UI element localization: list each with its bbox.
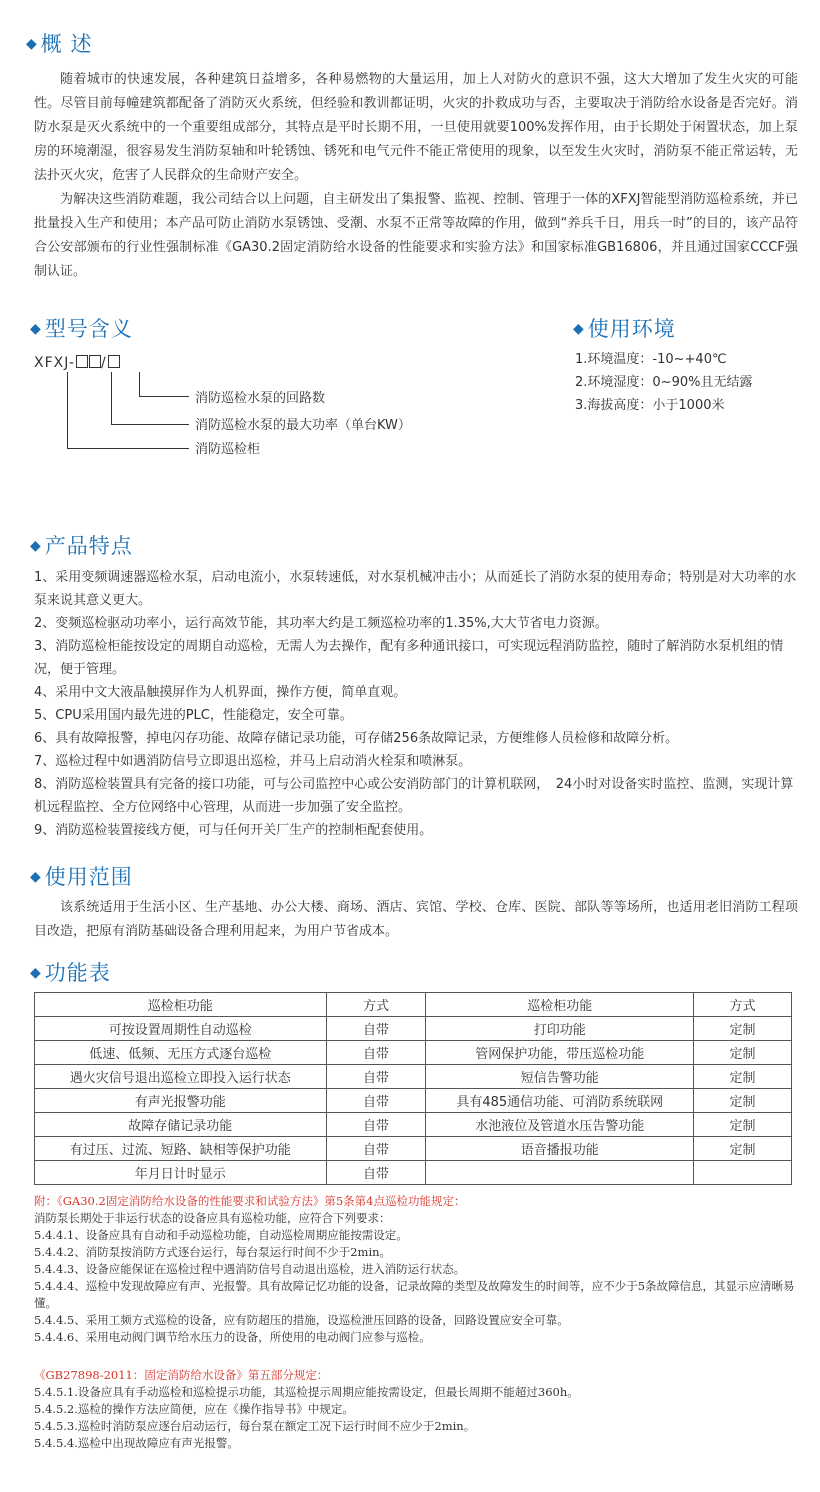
table-cell: 可按设置周期性自动巡检 xyxy=(35,1017,327,1041)
table-header: 巡检柜功能 xyxy=(426,993,694,1017)
table-cell: 自带 xyxy=(326,1137,426,1161)
table-header: 方式 xyxy=(694,993,792,1017)
diamond-bullet-icon: ◆ xyxy=(30,538,42,554)
placeholder-box xyxy=(108,355,120,368)
table-row xyxy=(35,1017,792,1041)
model-code: XFXJ- / xyxy=(34,355,120,371)
table-cell: 短信告警功能 xyxy=(426,1065,694,1089)
note-line: 5.4.5.4.巡检中出现故障应有声光报警。 xyxy=(34,1436,239,1450)
table-cell: 自带 xyxy=(326,1089,426,1113)
table-cell: 具有485通信功能、可消防系统联网 xyxy=(426,1089,694,1113)
table-cell: 年月日计时显示 xyxy=(35,1161,327,1185)
table-cell: 定制 xyxy=(694,1113,792,1137)
note-line: 消防泵长期处于非运行状态的设备应具有巡检功能，应符合下列要求： xyxy=(34,1211,391,1225)
note-line: 5.4.4.1、设备应具有自动和手动巡检功能，自动巡检周期应能按需设定。 xyxy=(34,1228,408,1242)
overview-paragraph-2: 为解决这些消防难题，我公司结合以上问题，自主研发出了集报警、监视、控制、管理于一体的XFXJ智能型消防巡检系统，并已批量投入生产和使用；本产品可防止消防水泵锈蚀、受潮、水泵不正常等故障的作用，做到“养兵千日，用兵一时”的目的，该产品符合公安部颁布的行业性强制标准《GA30.2固定消防给水设备的性能要求和实验方法》和国家标准GB16806，并且通过国家CCCF强制认证。 xyxy=(34,192,798,279)
note-line: 5.4.4.5、采用工频方式巡检的设备，应有防超压的措施，设巡检泄压回路的设备，回路设置应安全可靠。 xyxy=(34,1313,569,1327)
table-row xyxy=(35,1113,792,1137)
ga-standard-title: 附：《GA30.2固定消防给水设备的性能要求和试验方法》第5条第4点巡检功能规定： xyxy=(34,1194,466,1208)
feature-item: 6、具有故障报警，掉电闪存功能、故障存储记录功能，可存储256条故障记录，方便维修人员检修和故障分析。 xyxy=(34,731,679,746)
note-line: 5.4.4.6、采用电动阀门调节给水压力的设备，所使用的电动阀门应参与巡检。 xyxy=(34,1330,431,1344)
table-cell: 定制 xyxy=(694,1137,792,1161)
table-cell xyxy=(426,1161,694,1185)
table-header: 方式 xyxy=(326,993,426,1017)
connector-line xyxy=(111,424,189,425)
placeholder-box xyxy=(76,355,88,368)
table-header-row xyxy=(35,993,792,1017)
placeholder-box xyxy=(89,355,101,368)
feature-item: 1、采用变频调速器巡检水泵，启动电流小，水泵转速低，对水泵机械冲击小；从而延长了消防水泵的使用寿命；特别是对大功率的水泵来说其意义更大。 xyxy=(34,570,797,608)
features-heading: ◆ 产品特点 xyxy=(30,534,133,558)
diamond-bullet-icon: ◆ xyxy=(26,36,38,52)
table-row xyxy=(35,1065,792,1089)
table-cell: 低速、低频、无压方式逐台巡检 xyxy=(35,1041,327,1065)
table-cell xyxy=(694,1161,792,1185)
table-cell: 打印功能 xyxy=(426,1017,694,1041)
model-heading: ◆ 型号含义 xyxy=(30,317,133,341)
feature-item: 2、变频巡检驱动功率小，运行高效节能，其功率大约是工频巡检功率的1.35%,大大节省电力资源。 xyxy=(34,616,608,631)
note-line: 5.4.5.1.设备应具有手动巡检和巡检提示功能，其巡检提示周期应能按需设定，但最长周期不能超过360h。 xyxy=(34,1385,579,1399)
function-table-heading: ◆ 功能表 xyxy=(30,961,111,985)
note-line: 5.4.4.3、设备应能保证在巡检过程中遇消防信号自动退出巡检，进入消防运行状态。 xyxy=(34,1262,466,1276)
model-label-cabinet: 消防巡检柜 xyxy=(195,442,261,457)
table-cell: 定制 xyxy=(694,1089,792,1113)
table-cell: 故障存储记录功能 xyxy=(35,1113,327,1137)
table-cell: 水池液位及管道水压告警功能 xyxy=(426,1113,694,1137)
table-cell: 有声光报警功能 xyxy=(35,1089,327,1113)
features-list xyxy=(34,566,798,842)
connector-line xyxy=(111,372,112,424)
environment-item: 3.海拔高度：小于1000米 xyxy=(575,398,725,413)
table-cell: 定制 xyxy=(694,1041,792,1065)
table-row xyxy=(35,1041,792,1065)
connector-line xyxy=(139,396,189,397)
overview-paragraph-1: 随着城市的快速发展，各种建筑日益增多，各种易燃物的大量运用，加上人对防火的意识不强，这大大增加了发生火灾的可能性。尽管目前每幢建筑都配备了消防灭火系统，但经验和教训都证明，火灾的扑救成功与否，主要取决于消防给水设备是否完好。消防水泵是灭火系统中的一个重要组成部分，其特点是平时长期不用，一旦使用就要100%发挥作用，由于长期处于闲置状态，加上泵房的环境潮湿，很容易发生消防泵轴和叶轮锈蚀、锈死和电气元件不能正常使用的现象，以至发生火灾时，消防泵不能正常运转，无法扑灭火灾，危害了人民群众的生命财产安全。 xyxy=(34,72,798,183)
table-cell: 自带 xyxy=(326,1065,426,1089)
feature-item: 3、消防巡检柜能按设定的周期自动巡检，无需人为去操作，配有多种通讯接口，可实现远程消防监控，随时了解消防水泵机组的情况，便于管理。 xyxy=(34,639,784,677)
diamond-bullet-icon: ◆ xyxy=(30,321,42,337)
table-cell: 定制 xyxy=(694,1017,792,1041)
table-cell: 自带 xyxy=(326,1041,426,1065)
model-label-circuits: 消防巡检水泵的回路数 xyxy=(195,391,326,406)
table-cell: 自带 xyxy=(326,1017,426,1041)
feature-item: 5、CPU采用国内最先进的PLC，性能稳定，安全可靠。 xyxy=(34,708,353,723)
ga-standard-notes xyxy=(34,1193,804,1346)
feature-item: 7、巡检过程中如遇消防信号立即退出巡检，并马上启动消火栓泵和喷淋泵。 xyxy=(34,754,472,769)
gb-standard-notes xyxy=(34,1367,804,1452)
gb-standard-title: 《GB27898-2011：固定消防给水设备》第五部分规定： xyxy=(34,1368,329,1382)
table-cell: 自带 xyxy=(326,1161,426,1185)
environment-heading: ◆ 使用环境 xyxy=(573,317,676,341)
diamond-bullet-icon: ◆ xyxy=(573,321,585,337)
diamond-bullet-icon: ◆ xyxy=(30,869,42,885)
overview-heading: ◆ 概 述 xyxy=(26,32,93,56)
environment-list xyxy=(575,348,752,417)
note-line: 5.4.5.3.巡检时消防泵应逐台启动运行，每台泵在额定工况下运行时间不应少于2min。 xyxy=(34,1419,476,1433)
table-row xyxy=(35,1137,792,1161)
table-cell: 语音播报功能 xyxy=(426,1137,694,1161)
table-row xyxy=(35,1089,792,1113)
scope-paragraph: 该系统适用于生活小区、生产基地、办公大楼、商场、酒店、宾馆、学校、仓库、医院、部队等等场所，也适用老旧消防工程项目改造，把原有消防基础设备合理利用起来，为用户节省成本。 xyxy=(34,900,798,939)
note-line: 5.4.5.2.巡检的操作方法应简便，应在《操作指导书》中规定。 xyxy=(34,1402,354,1416)
note-line: 5.4.4.4、巡检中发现故障应有声、光报警。具有故障记忆功能的设备，记录故障的类型及故障发生的时间等，应不少于5条故障信息，其显示应清晰易懂。 xyxy=(34,1279,795,1310)
connector-line xyxy=(67,448,189,449)
connector-line xyxy=(67,372,68,448)
table-cell: 遇火灾信号退出巡检立即投入运行状态 xyxy=(35,1065,327,1089)
note-line: 5.4.4.2、消防泵按消防方式逐台运行，每台泵运行时间不少于2min。 xyxy=(34,1245,392,1259)
connector-line xyxy=(139,372,140,396)
diamond-bullet-icon: ◆ xyxy=(30,965,42,981)
table-cell: 管网保护功能，带压巡检功能 xyxy=(426,1041,694,1065)
table-cell: 自带 xyxy=(326,1113,426,1137)
model-label-power: 消防巡检水泵的最大功率（单台KW） xyxy=(195,418,411,433)
feature-item: 8、消防巡检装置具有完备的接口功能，可与公司监控中心或公安消防部门的计算机联网， 24小时对设备实时监控、监测，实现计算机远程监控、全方位网络中心管理，从而进一步加强了安全监控。 xyxy=(34,777,794,815)
feature-item: 9、消防巡检装置接线方便，可与任何开关厂生产的控制柜配套使用。 xyxy=(34,823,433,838)
feature-item: 4、采用中文大液晶触摸屏作为人机界面，操作方便，简单直观。 xyxy=(34,685,407,700)
environment-item: 1.环境温度：-10~+40℃ xyxy=(575,352,727,367)
table-cell: 有过压、过流、短路、缺相等保护功能 xyxy=(35,1137,327,1161)
environment-item: 2.环境湿度：0~90%且无结露 xyxy=(575,375,753,390)
function-table xyxy=(34,992,792,1185)
table-row xyxy=(35,1161,792,1185)
scope-heading: ◆ 使用范围 xyxy=(30,865,133,889)
table-cell: 定制 xyxy=(694,1065,792,1089)
table-header: 巡检柜功能 xyxy=(35,993,327,1017)
